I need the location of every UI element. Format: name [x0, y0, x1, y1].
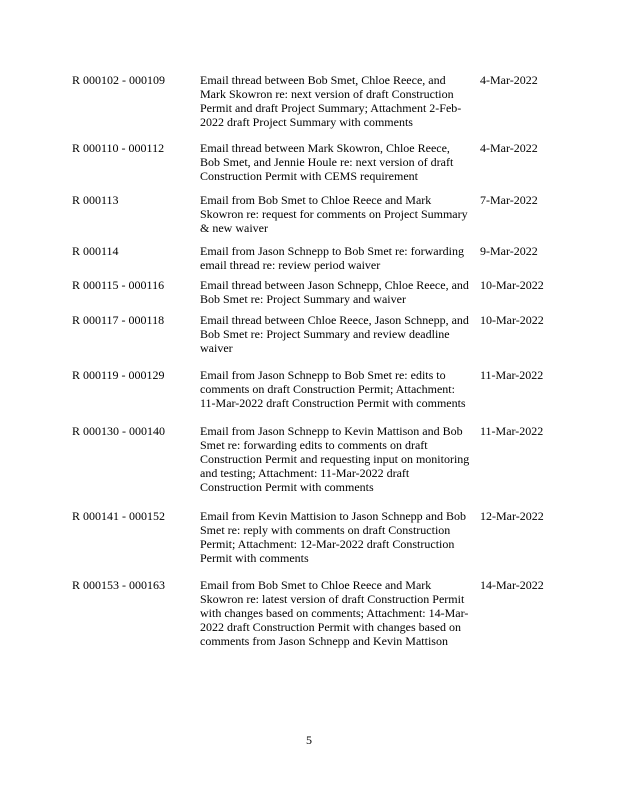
bates-range: R 000102 - 000109 — [72, 73, 165, 87]
entry-date: 7-Mar-2022 — [480, 193, 538, 207]
entry-description: Email from Jason Schnepp to Kevin Mattison and Bob Smet re: forwarding edits to comments on draft Construction Permit and requesting input on monitoring and testing; Attachment: 11-Mar-2022 draft Construction Permit with comments — [200, 424, 470, 494]
entry-description: Email thread between Bob Smet, Chloe Reece, and Mark Skowron re: next version of draft Construction Permit and draft Project Summary; Attachment 2-Feb-2022 draft Project Summary with comments — [200, 73, 462, 129]
bates-range: R 000119 - 000129 — [72, 368, 165, 382]
entry-date: 10-Mar-2022 — [480, 313, 544, 327]
entry-date: 11-Mar-2022 — [480, 424, 544, 438]
bates-range: R 000130 - 000140 — [72, 424, 165, 438]
entry-date: 12-Mar-2022 — [480, 509, 544, 523]
entry-date: 10-Mar-2022 — [480, 278, 544, 292]
entry-description: Email from Bob Smet to Chloe Reece and Mark Skowron re: latest version of draft Construction Permit with changes based on comments; Attachment: 14-Mar-2022 draft Construction Permit with changes based on comments from Jason Schnepp and Kevin Mattison — [200, 578, 469, 648]
bates-range: R 000114 — [72, 244, 119, 258]
entry-description: Email from Jason Schnepp to Bob Smet re: forwarding email thread re: review period waiver — [200, 244, 464, 272]
bates-range: R 000153 - 000163 — [72, 578, 165, 592]
bates-range: R 000115 - 000116 — [72, 278, 165, 292]
entry-description: Email thread between Chloe Reece, Jason Schnepp, and Bob Smet re: Project Summary and review deadline waiver — [200, 313, 469, 355]
entry-description: Email thread between Jason Schnepp, Chloe Reece, and Bob Smet re: Project Summary and waiver — [200, 278, 469, 306]
entry-date: 9-Mar-2022 — [480, 244, 538, 258]
entry-description: Email from Jason Schnepp to Bob Smet re: edits to comments on draft Construction Permit; Attachment: 11-Mar-2022 draft Construction Permit with comments — [200, 368, 466, 410]
entry-date: 4-Mar-2022 — [480, 141, 538, 155]
page-number: 5 — [306, 733, 312, 747]
bates-range: R 000141 - 000152 — [72, 509, 165, 523]
entry-date: 14-Mar-2022 — [480, 578, 544, 592]
entry-description: Email from Bob Smet to Chloe Reece and Mark Skowron re: request for comments on Project Summary & new waiver — [200, 193, 468, 235]
entry-date: 11-Mar-2022 — [480, 368, 544, 382]
bates-range: R 000113 — [72, 193, 119, 207]
bates-range: R 000117 - 000118 — [72, 313, 165, 327]
bates-range: R 000110 - 000112 — [72, 141, 165, 155]
entry-description: Email thread between Mark Skowron, Chloe Reece, Bob Smet, and Jennie Houle re: next version of draft Construction Permit with CEMS requirement — [200, 141, 454, 183]
entry-date: 4-Mar-2022 — [480, 73, 538, 87]
entry-description: Email from Kevin Mattision to Jason Schnepp and Bob Smet re: reply with comments on draft Construction Permit; Attachment: 12-Mar-2022 draft Construction Permit with comments — [200, 509, 466, 565]
